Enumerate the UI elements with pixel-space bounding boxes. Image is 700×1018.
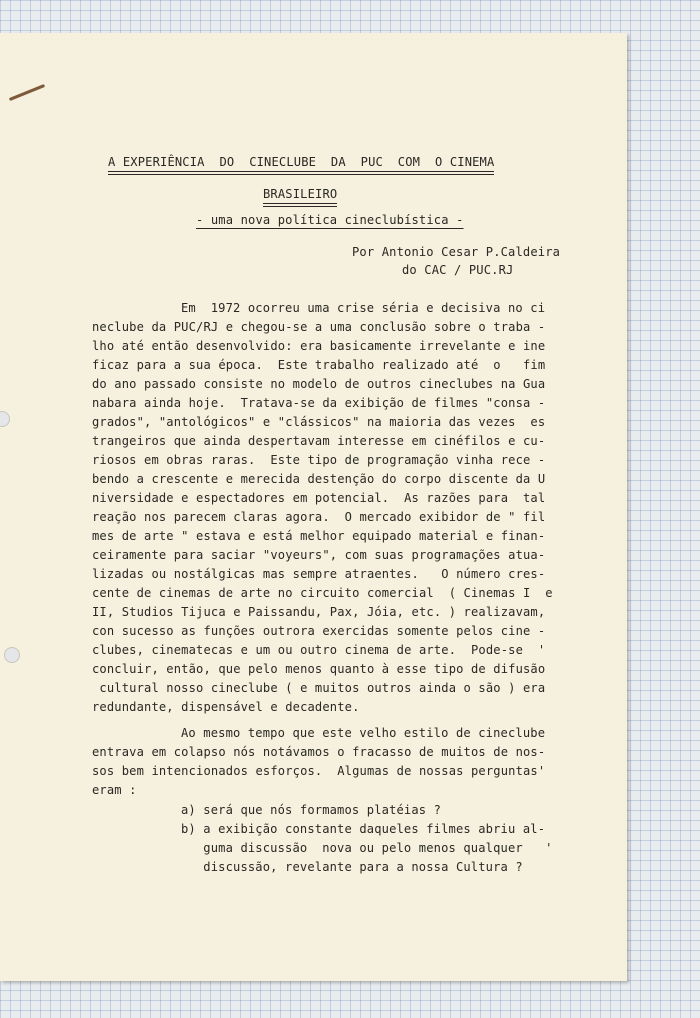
paragraph-line: sos bem intencionados esforços. Algumas de nossas perguntas' (92, 764, 546, 778)
punch-hole (0, 411, 10, 427)
paragraph-line: ficaz para a sua época. Este trabalho realizado até o fim (92, 358, 546, 372)
staple-mark (9, 84, 45, 101)
paragraph-line: niversidade e espectadores em potencial. As razões para tal (92, 491, 546, 505)
paragraph-line: con sucesso as funções outrora exercidas somente pelos cine - (92, 624, 546, 638)
paragraph-line: ceiramente para saciar "voyeurs", com suas programações atua- (92, 548, 546, 562)
paragraph-line: cultural nosso cineclube ( e muitos outros ainda o são ) era (92, 681, 546, 695)
paragraph-line: II, Studios Tijuca e Paissandu, Pax, Jóia, etc. ) realizavam, (92, 605, 546, 619)
paragraph-line: bendo a crescente e merecida destenção do corpo discente da U (92, 472, 546, 486)
document-title-line-2: BRASILEIRO (263, 187, 338, 201)
paragraph-line: Ao mesmo tempo que este velho estilo de cineclube (181, 726, 546, 740)
punch-hole (4, 647, 20, 663)
paragraph-line: cente de cinemas de arte no circuito comercial ( Cinemas I e (92, 586, 553, 600)
paragraph-line: Em 1972 ocorreu uma crise séria e decisiva no ci (181, 301, 546, 315)
paragraph-line: redundante, dispensável e decadente. (92, 700, 360, 714)
document-title-line-1: A EXPERIÊNCIA DO CINECLUBE DA PUC COM O CINEMA (108, 155, 495, 169)
paragraph-line: do ano passado consiste no modelo de outros cineclubes na Gua (92, 377, 546, 391)
paragraph-line: neclube da PUC/RJ e chegou-se a uma conclusão sobre o traba - (92, 320, 546, 334)
paragraph-line: mes de arte " estava e está melhor equipado material e finan- (92, 529, 546, 543)
document-subtitle: - uma nova política cineclubística - (196, 213, 464, 227)
author-line-1: Por Antonio Cesar P.Caldeira (352, 245, 561, 259)
paragraph-line: entrava em colapso nós notávamos o fracasso de muitos de nos- (92, 745, 546, 759)
paragraph-line: eram : (92, 783, 137, 797)
list-item: discussão, revelante para a nossa Cultura ? (181, 860, 523, 874)
list-item: guma discussão nova ou pelo menos qualquer ' (181, 841, 553, 855)
list-item: a) será que nós formamos platéias ? (181, 803, 442, 817)
typed-page (0, 33, 627, 981)
author-line-2: do CAC / PUC.RJ (402, 263, 514, 277)
paragraph-line: riosos em obras raras. Este tipo de programação vinha rece - (92, 453, 546, 467)
paragraph-line: concluir, então, que pelo menos quanto à esse tipo de difusão (92, 662, 546, 676)
title-underline (263, 206, 337, 207)
paragraph-line: nabara ainda hoje. Tratava-se da exibição de filmes "consa - (92, 396, 546, 410)
paragraph-line: lizadas ou nostálgicas mas sempre atraentes. O número cres- (92, 567, 546, 581)
paragraph-line: grados", "antológicos" e "clássicos" na maioria das vezes es (92, 415, 546, 429)
paragraph-line: clubes, cinematecas e um ou outro cinema de arte. Pode-se ' (92, 643, 546, 657)
title-underline (263, 203, 337, 204)
paragraph-line: trangeiros que ainda despertavam interesse em cinéfilos e cu- (92, 434, 546, 448)
title-underline (108, 171, 494, 172)
title-underline (108, 174, 494, 175)
paragraph-line: lho até então desenvolvido: era basicamente irrevelante e ine (92, 339, 546, 353)
list-item: b) a exibição constante daqueles filmes abriu al- (181, 822, 546, 836)
paragraph-line: reação nos parecem claras agora. O mercado exibidor de " fil (92, 510, 546, 524)
